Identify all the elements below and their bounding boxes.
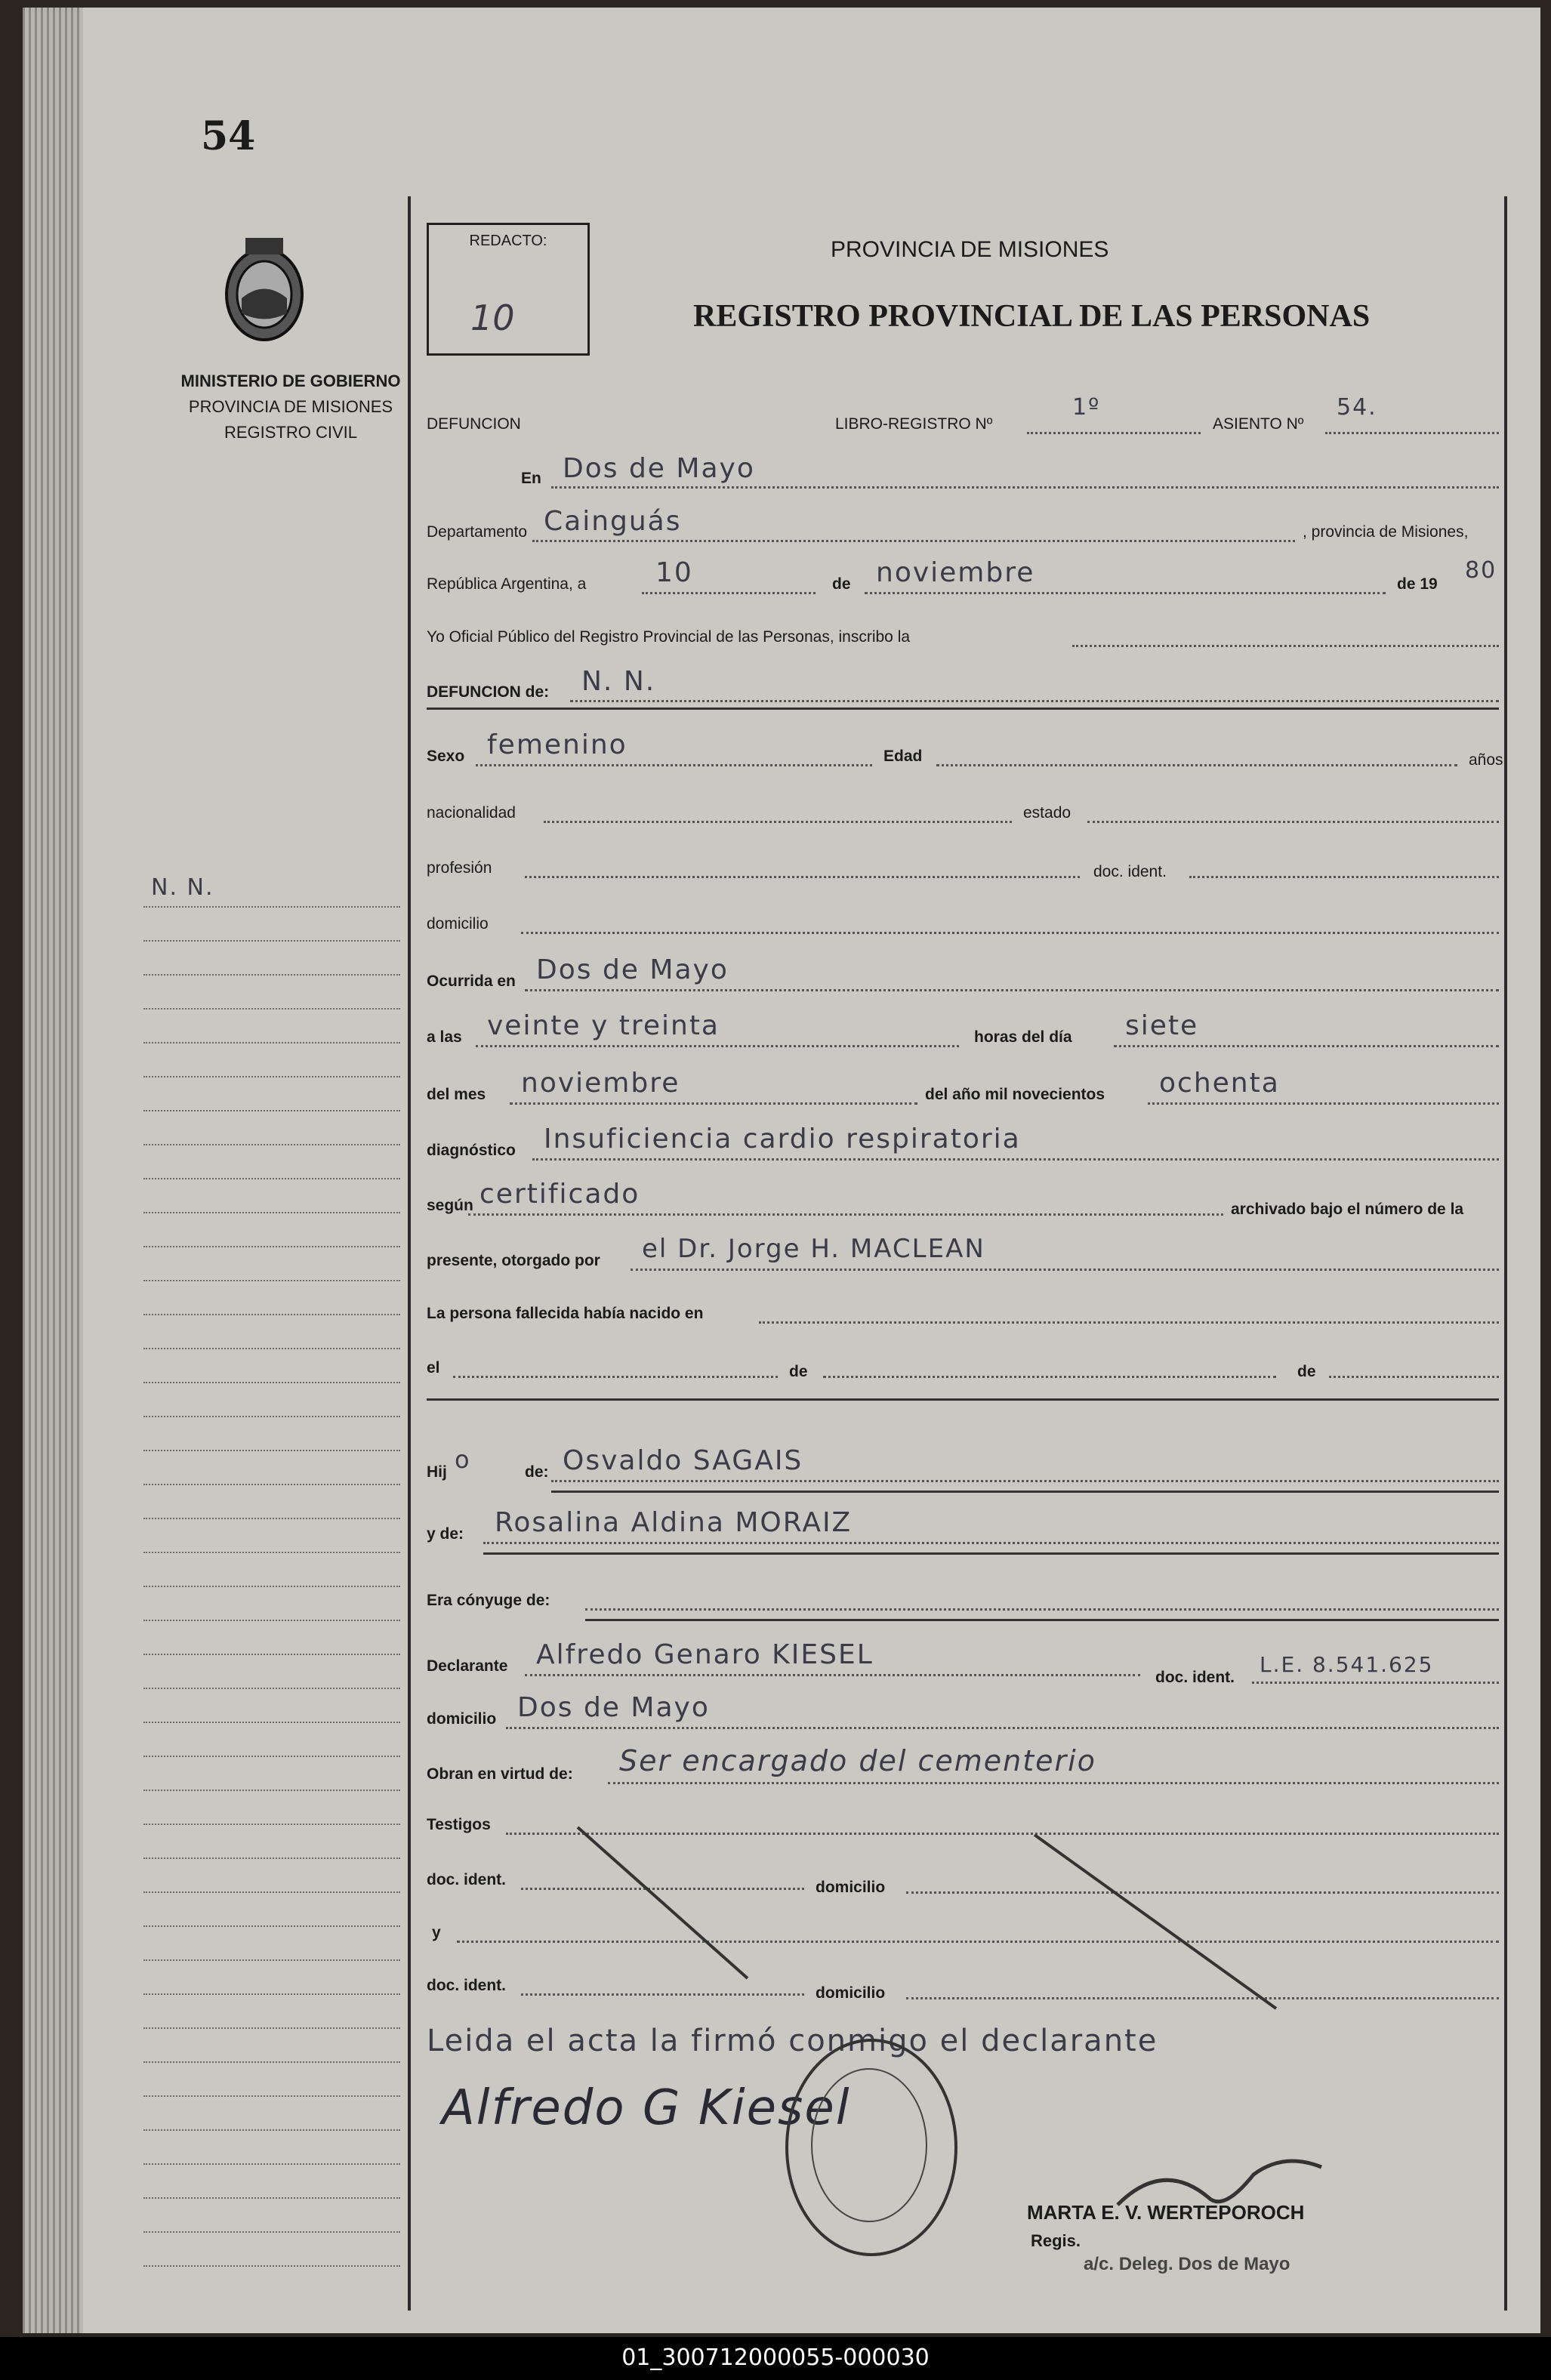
margin-rule-line [143, 1042, 400, 1044]
margin-rule-line [143, 2197, 400, 2199]
margin-rule-line [143, 1790, 400, 1791]
dia-value: 10 [655, 557, 693, 588]
obran-value: Ser encargado del cementerio [619, 1744, 1096, 1777]
dotted-line [570, 698, 1499, 702]
margin-rule-line [143, 2027, 400, 2029]
official-seal [785, 2039, 957, 2256]
official-delegation: a/c. Deleg. Dos de Mayo [1084, 2254, 1290, 2274]
declarante-signature: Alfredo G Kiesel [442, 2080, 851, 2136]
dotted-line [510, 1101, 917, 1105]
defuncion-de-label: DEFUNCION de: [427, 683, 550, 701]
padre-value: Osvaldo SAGAIS [563, 1445, 803, 1476]
domicilio2-label: domicilio [427, 1710, 497, 1728]
margin-rule-line [143, 2163, 400, 2165]
provincia-suffix: , provincia de Misiones, [1303, 523, 1469, 541]
republica-label: República Argentina, a [427, 575, 587, 593]
margin-rule-line [143, 1891, 400, 1893]
dotted-line [1325, 430, 1499, 434]
declarante-doc-label: doc. ident. [1155, 1669, 1235, 1686]
margin-rule-line [143, 1178, 400, 1179]
dotted-line [521, 930, 1499, 934]
el-de2-label: de [1297, 1363, 1316, 1380]
asiento-label: ASIENTO Nº [1213, 415, 1304, 433]
departamento-value: Cainguás [544, 506, 682, 537]
profesion-label: profesión [427, 859, 492, 877]
official-name: MARTA E. V. WERTEPOROCH [1027, 2201, 1305, 2224]
section-rule [427, 706, 1499, 710]
a-las-label: a las [427, 1028, 462, 1046]
margin-rule-line [143, 1314, 400, 1315]
declarante-doc-value: L.E. 8.541.625 [1260, 1652, 1434, 1677]
el-label: el [427, 1359, 440, 1377]
image-caption: 01_300712000055-000030 [621, 2345, 930, 2371]
redacto-label: REDACTO: [469, 233, 547, 249]
dotted-line [865, 590, 1386, 594]
diagnostico-value: Insuficiencia cardio respiratoria [544, 1124, 1021, 1155]
del-mes-label: del mes [427, 1086, 486, 1103]
dotted-line [551, 1478, 1499, 1482]
margin-rule-line [143, 1993, 400, 1995]
margin-rule-line [143, 1552, 400, 1553]
dotted-line [823, 1374, 1276, 1378]
en-label: En [521, 470, 541, 487]
right-rule [1504, 196, 1507, 2311]
dotted-line [1252, 1680, 1499, 1684]
section-rule [585, 1617, 1499, 1621]
nacionalidad-label: nacionalidad [427, 804, 516, 822]
ministry-name: MINISTERIO DE GOBIERNO [180, 371, 401, 390]
archivado-label: archivado bajo el número de la [1231, 1201, 1464, 1218]
redacto-box [427, 223, 590, 356]
section-rule [483, 1551, 1499, 1555]
domicilio4-label: domicilio [816, 1984, 886, 2002]
provincial-crest-icon [215, 227, 313, 355]
margin-rule-line [143, 2129, 400, 2131]
margin-rule-line [143, 1450, 400, 1451]
margin-rule-line [143, 1824, 400, 1825]
header-title: REGISTRO PROVINCIAL DE LAS PERSONAS [693, 299, 1371, 334]
oficial-text: Yo Oficial Público del Registro Provincial de las Personas, inscribo la [427, 628, 911, 646]
margin-rule-line [143, 1518, 400, 1519]
dotted-line [642, 590, 816, 594]
margin-rule-line [143, 1144, 400, 1145]
doc-ident2-label: doc. ident. [427, 1871, 506, 1888]
madre-value: Rosalina Aldina MORAIZ [495, 1507, 853, 1538]
dotted-line [1329, 1374, 1499, 1378]
book-page-edges [23, 8, 83, 2333]
margin-rule-line [143, 1484, 400, 1485]
margin-rule-line [143, 1959, 400, 1961]
sexo-value: femenino [487, 729, 627, 760]
dotted-line [525, 1672, 1140, 1676]
defuncion-de-value: N. N. [581, 666, 656, 697]
libro-value: 1º [1072, 394, 1101, 421]
dotted-line [544, 819, 1012, 823]
margin-rule-line [143, 1722, 400, 1723]
margin-rule-line [143, 1654, 400, 1655]
dotted-line [906, 1996, 1499, 1999]
el-de1-label: de [789, 1363, 808, 1380]
del-mes-value: noviembre [521, 1068, 680, 1099]
en-value: Dos de Mayo [563, 453, 755, 484]
strike-lines [23, 8, 1540, 2333]
dotted-line [476, 1044, 959, 1047]
dotted-line [532, 538, 1295, 542]
dotted-line [906, 1890, 1499, 1894]
dotted-line [759, 1320, 1499, 1324]
margin-rule-line [143, 2231, 400, 2233]
testigos-label: Testigos [427, 1816, 491, 1833]
hijo-suffix: o [455, 1445, 471, 1474]
margin-rule-line [143, 1586, 400, 1587]
horas-value: siete [1125, 1010, 1199, 1041]
y-label: y [432, 1924, 441, 1941]
margin-note: N. N. [151, 874, 214, 901]
section-rule [551, 1489, 1499, 1493]
doc-ident3-label: doc. ident. [427, 1977, 506, 1994]
presente-value: el Dr. Jorge H. MACLEAN [642, 1234, 985, 1264]
presente-label: presente, otorgado por [427, 1252, 600, 1269]
margin-rule-line [143, 1620, 400, 1621]
dotted-line [1087, 819, 1499, 823]
official-role: Regis. [1031, 2231, 1081, 2250]
dotted-line [1072, 643, 1499, 647]
dotted-line [585, 1607, 1499, 1611]
register-page [23, 8, 1540, 2333]
record-type: DEFUNCION [427, 415, 521, 433]
horas-label: horas del día [974, 1028, 1072, 1046]
segun-label: según [427, 1197, 473, 1214]
y-de-label: y de: [427, 1525, 464, 1543]
declarante-value: Alfredo Genaro KIESEL [536, 1639, 874, 1670]
header-province: PROVINCIA DE MISIONES [831, 237, 1109, 262]
margin-rule-line [143, 1212, 400, 1213]
anios-label: años [1469, 751, 1503, 769]
dotted-line [551, 485, 1499, 489]
margin-rule-line [143, 940, 400, 942]
dotted-line [521, 1886, 804, 1890]
dotted-line [608, 1780, 1499, 1784]
conyuge-label: Era cónyuge de: [427, 1592, 550, 1609]
margin-rule-line [143, 1688, 400, 1689]
dotted-line [1189, 874, 1499, 878]
dotted-line [476, 763, 872, 766]
estado-label: estado [1023, 804, 1072, 822]
domicilio-label: domicilio [427, 915, 489, 933]
segun-value: certificado [479, 1179, 640, 1210]
dotted-line [532, 1157, 1499, 1161]
departamento-label: Departamento [427, 523, 528, 541]
dotted-line [1027, 430, 1201, 434]
dotted-line [457, 1939, 1499, 1943]
folio-number: 54 [201, 113, 256, 159]
del-anio-value: ochenta [1159, 1068, 1280, 1099]
del-anio-label: del año mil novecientos [925, 1086, 1105, 1103]
margin-rule-line [143, 1008, 400, 1010]
margin-rule-line [143, 1348, 400, 1349]
margin-rule-line [143, 1246, 400, 1247]
dotted-line [631, 1267, 1499, 1271]
dotted-line [1148, 1101, 1499, 1105]
margin-rule-line [143, 1110, 400, 1111]
doc-ident-label: doc. ident. [1093, 863, 1167, 880]
margin-rule-line [143, 2265, 400, 2267]
margin-rule-line [143, 1076, 400, 1077]
declarante-label: Declarante [427, 1657, 508, 1675]
margin-rule-line [143, 2095, 400, 2097]
mes-value: noviembre [876, 557, 1035, 588]
diagnostico-label: diagnóstico [427, 1142, 516, 1159]
nacido-label: La persona fallecida había nacido en [427, 1305, 704, 1322]
libro-label: LIBRO-REGISTRO Nº [835, 415, 993, 433]
obran-label: Obran en virtud de: [427, 1765, 573, 1783]
dotted-line [506, 1725, 1499, 1729]
ocurrida-label: Ocurrida en [427, 973, 516, 990]
hijo-de-label: de: [525, 1463, 549, 1481]
sexo-label: Sexo [427, 748, 465, 765]
dotted-line [521, 1992, 804, 1996]
margin-rule-line [143, 974, 400, 976]
anio-label: de 19 [1397, 575, 1438, 593]
a-las-value: veinte y treinta [487, 1010, 720, 1041]
margin-rule [408, 196, 411, 2311]
hijo-label: Hij [427, 1463, 447, 1481]
dotted-line [453, 1374, 778, 1378]
margin-rule-line [143, 2061, 400, 2063]
ministry-block [151, 368, 430, 445]
domicilio3-label: domicilio [816, 1879, 886, 1896]
margin-rule-line [143, 1857, 400, 1859]
margin-rule-line [143, 1925, 400, 1927]
dotted-line [525, 988, 1499, 991]
ministry-province: PROVINCIA DE MISIONES [188, 397, 393, 416]
ocurrida-value: Dos de Mayo [536, 954, 729, 985]
redacto-value: 10 [470, 298, 515, 338]
dotted-line [525, 874, 1080, 878]
margin-rule-line [143, 1280, 400, 1281]
dotted-line [468, 1212, 1223, 1216]
section-rule [427, 1397, 1499, 1401]
edad-label: Edad [883, 748, 923, 765]
margin-rule-line [143, 906, 400, 908]
asiento-value: 54. [1337, 394, 1377, 421]
dotted-line [483, 1540, 1499, 1544]
domicilio2-value: Dos de Mayo [517, 1692, 710, 1723]
dotted-line [1114, 1044, 1499, 1047]
dotted-line [506, 1831, 1499, 1835]
de-label: de [832, 575, 851, 593]
margin-rule-line [143, 1382, 400, 1383]
dotted-line [936, 763, 1457, 766]
margin-rule-line [143, 1416, 400, 1417]
leida-text: Leida el acta la firmó conmigo el declarante [427, 2024, 1158, 2058]
margin-rule-line [143, 1756, 400, 1757]
official-seal-inner [811, 2068, 927, 2222]
anio-value: 80 [1465, 557, 1497, 584]
ministry-registry: REGISTRO CIVIL [224, 423, 358, 442]
